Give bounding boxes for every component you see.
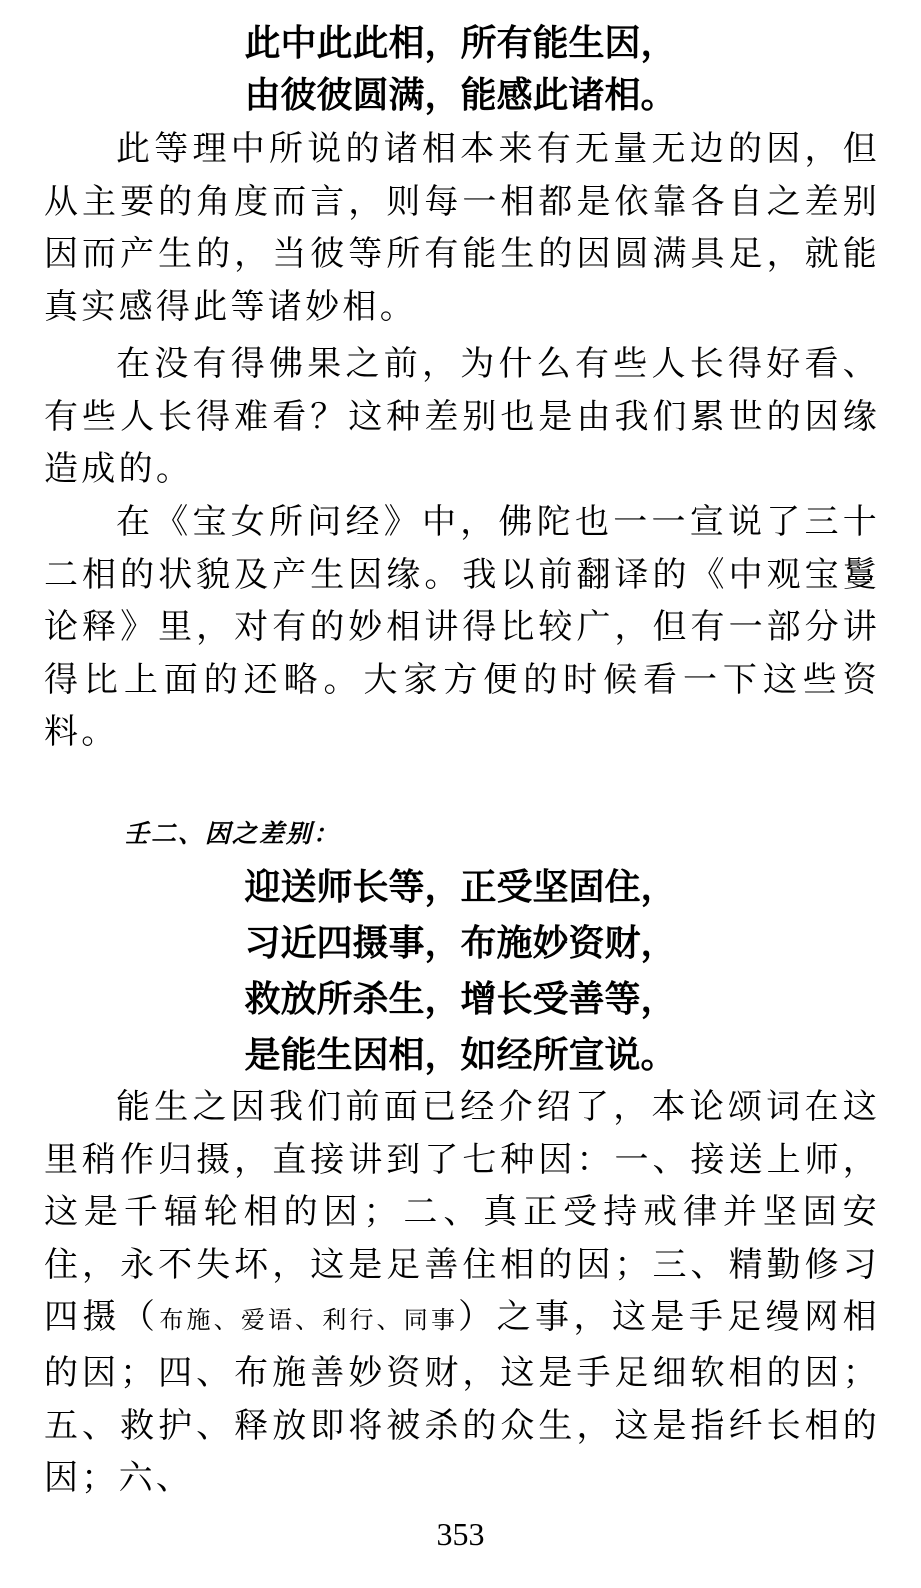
verse-line: 是能生因相，如经所宣说。: [244, 1035, 677, 1076]
paragraph-text: 能生之因我们前面已经介绍了，本论颂词在这里稍作归摄，直接讲到了七种因：一、接送上师，这是千辐轮相的因；二、真正受持戒律并坚固安住，永不失坏，这是足善住相的因；三、精勤修习四摄（: [44, 1087, 880, 1338]
verse-2: [0, 860, 921, 1084]
body-paragraph: 在《宝女所问经》中，佛陀也一一宣说了三十二相的状貌及产生因缘。我以前翻译的《中观宝鬘论释》里，对有的妙相讲得比较广，但有一部分讲得比上面的还略。大家方便的时候看一下这些资料。: [44, 502, 880, 753]
verse-line: 此中此此相，所有能生因，: [244, 23, 677, 64]
body-paragraph: 此等理中所说的诸相本来有无量无边的因，但从主要的角度而言，则每一相都是依靠各自之差别因而产生的，当彼等所有能生的因圆满具足，就能真实感得此等诸妙相。: [44, 129, 880, 327]
section-heading: 壬二、因之差别：: [124, 819, 341, 848]
body-paragraph: 在没有得佛果之前，为什么有些人长得好看、有些人长得难看？这种差别也是由我们累世的因缘造成的。: [44, 344, 880, 490]
verse-line: 迎送师长等，正受坚固住，: [244, 867, 677, 908]
verse-line: 习近四摄事，布施妙资财，: [244, 923, 677, 964]
verse-1: [0, 18, 921, 122]
verse-line: 由彼彼圆满，能感此诸相。: [244, 75, 677, 116]
page-number: 353: [436, 1516, 485, 1552]
body-paragraph: [44, 1081, 880, 1505]
parenthetical-note: 布施、爱语、利行、同事: [159, 1306, 459, 1335]
verse-line: 救放所杀生，增长受善等，: [244, 979, 677, 1020]
paragraph-text: ）之事，这是手足缦网相的因；四、布施善妙资财，这是手足细软相的因；五、救护、释放即将被杀的众生，这是指纤长相的因；六、: [44, 1297, 880, 1499]
